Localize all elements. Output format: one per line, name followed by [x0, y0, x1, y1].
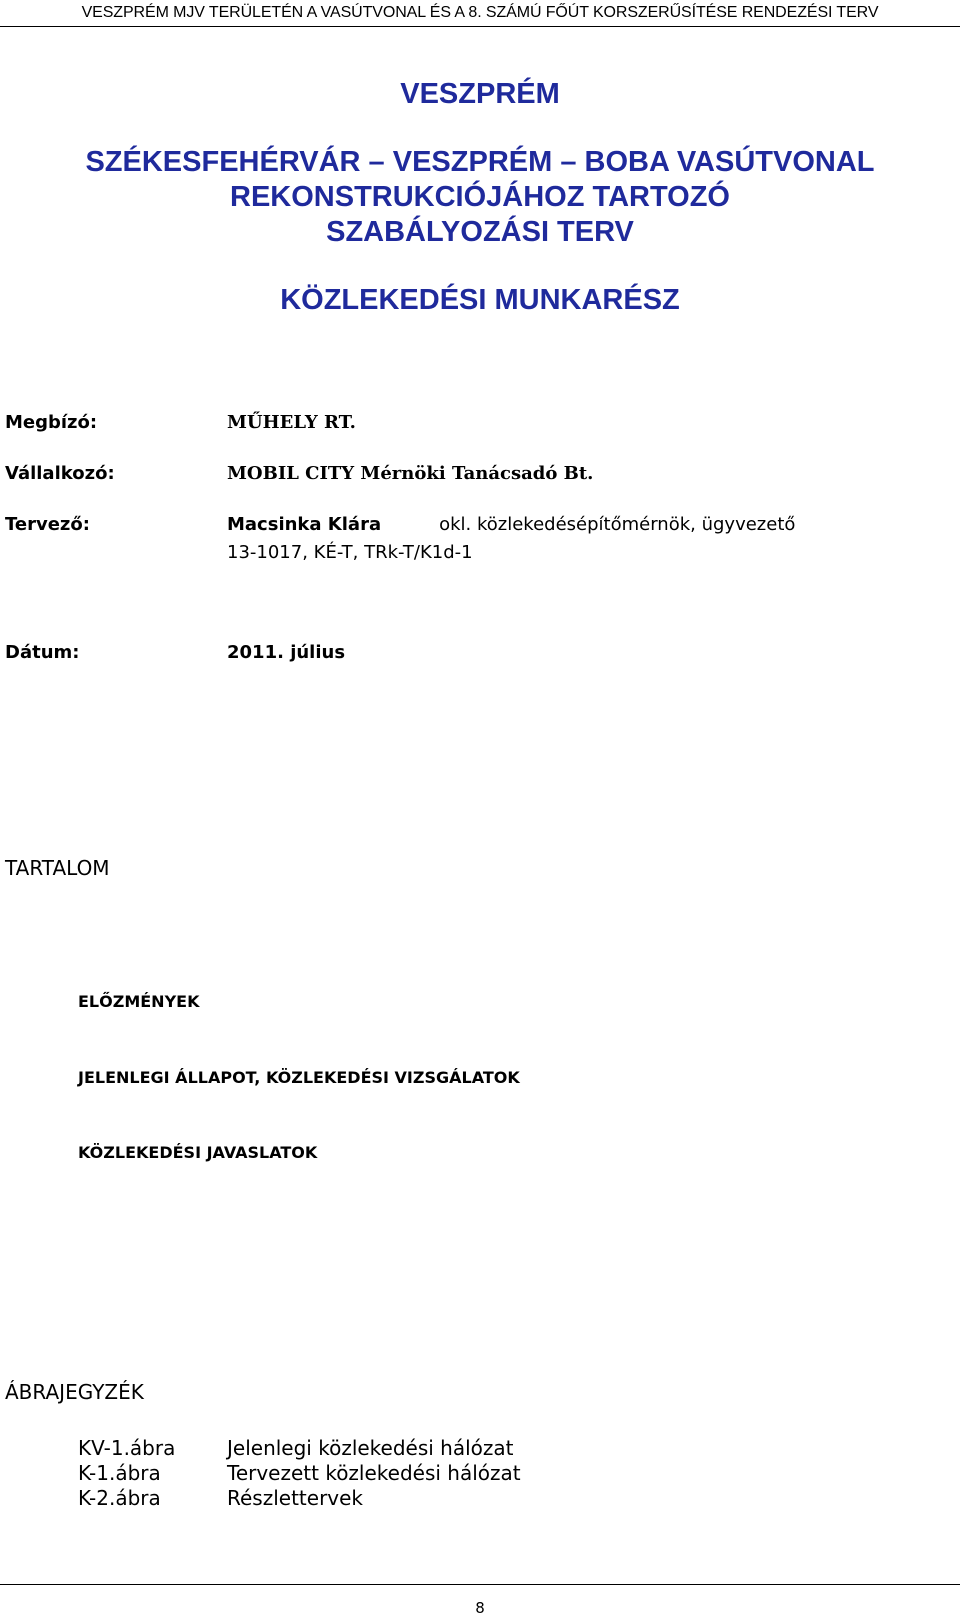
figures-heading: ÁBRAJEGYZÉK [5, 1380, 144, 1404]
designer-info [227, 513, 795, 537]
designer-name: Macsinka Klára [227, 514, 382, 535]
figure-code: KV-1.ábra [78, 1436, 176, 1460]
date-row [5, 641, 346, 665]
contents-heading: TARTALOM [5, 856, 110, 880]
designer-role: okl. közlekedésépítőmérnök, ügyvezető [439, 514, 796, 535]
running-header: VESZPRÉM MJV TERÜLETÉN A VASÚTVONAL ÉS A 8. SZÁMÚ FŐÚT KORSZERŰSÍTÉSE RENDEZÉSI TERV [0, 0, 960, 27]
figure-label: Részlettervek [227, 1486, 364, 1510]
title-line-1: SZÉKESFEHÉRVÁR – VESZPRÉM – BOBA VASÚTVONAL [85, 146, 875, 178]
contents-item: KÖZLEKEDÉSI JAVASLATOK [78, 1143, 318, 1162]
figure-label: Jelenlegi közlekedési hálózat [227, 1436, 514, 1460]
contents-item: JELENLEGI ÁLLAPOT, KÖZLEKEDÉSI VIZSGÁLATOK [78, 1068, 520, 1087]
client-row [5, 411, 356, 435]
designer-id: 13-1017, KÉ-T, TRk-T/K1d-1 [227, 542, 473, 563]
figure-list-item [78, 1436, 514, 1461]
contractor-row [5, 462, 594, 486]
figure-list-item [78, 1486, 364, 1511]
date-value: 2011. július [227, 642, 346, 663]
title-city: VESZPRÉM [400, 78, 560, 110]
designer-label: Tervező: [5, 514, 90, 535]
title-line-3: SZABÁLYOZÁSI TERV [326, 216, 634, 248]
contractor-label: Vállalkozó: [5, 463, 115, 484]
title-line-2: REKONSTRUKCIÓJÁHOZ TARTOZÓ [230, 181, 730, 213]
client-label: Megbízó: [5, 412, 98, 433]
document-title [0, 145, 960, 250]
contractor-value: MOBIL CITY Mérnöki Tanácsadó Bt. [227, 463, 594, 484]
figure-code: K-2.ábra [78, 1486, 161, 1510]
footer-divider [0, 1584, 960, 1585]
section-title: KÖZLEKEDÉSI MUNKARÉSZ [280, 284, 680, 316]
page-number: 8 [475, 1599, 485, 1617]
designer-row [5, 513, 796, 537]
client-value: MŰHELY RT. [227, 412, 356, 433]
figure-label: Tervezett közlekedési hálózat [227, 1461, 521, 1485]
figure-list-item [78, 1461, 521, 1486]
contents-item: ELŐZMÉNYEK [78, 992, 200, 1011]
date-label: Dátum: [5, 642, 80, 663]
figure-code: K-1.ábra [78, 1461, 161, 1485]
